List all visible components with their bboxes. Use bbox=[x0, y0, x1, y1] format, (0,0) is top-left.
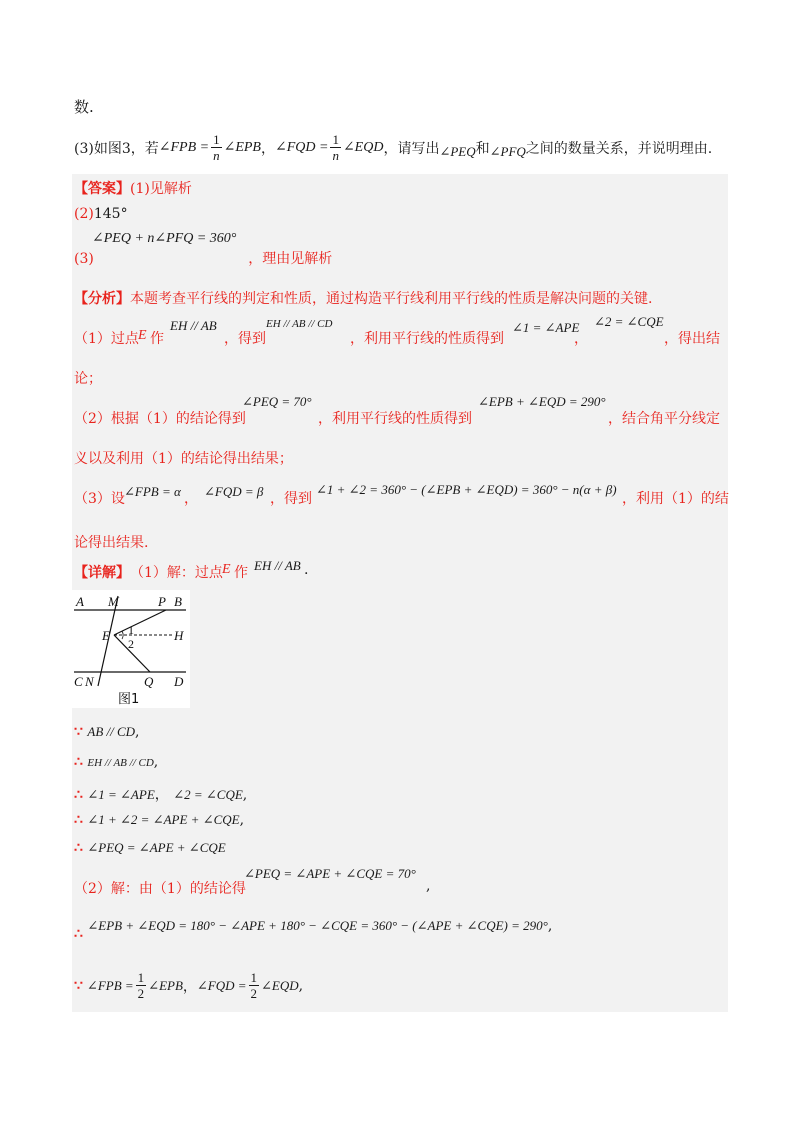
step-2-formula: EH // AB // CD bbox=[87, 757, 154, 769]
label-m: M bbox=[108, 594, 119, 609]
step-7 bbox=[74, 970, 303, 1001]
step-7b-fraction bbox=[249, 970, 260, 1001]
step-7b-num: 1 bbox=[250, 970, 258, 985]
p2-b: ，利用平行线的性质得到 bbox=[318, 411, 472, 427]
detail-intro bbox=[74, 558, 374, 584]
p1-formula-2: EH // AB // CD bbox=[266, 318, 333, 330]
p1-a: （1）过点 bbox=[74, 331, 139, 347]
q3-cond1-den: n bbox=[213, 148, 220, 163]
figure-1 bbox=[72, 590, 190, 708]
label-a: A bbox=[76, 594, 84, 609]
step-3-formula-b: ∠2 = ∠CQE bbox=[173, 787, 243, 802]
p1-formula-1: EH // AB bbox=[170, 318, 217, 333]
q3-prefix: (3)如图3，若 bbox=[74, 140, 159, 157]
q3-cond2-fraction bbox=[330, 132, 341, 163]
step-3-comma-b: , bbox=[242, 787, 248, 803]
step-1 bbox=[74, 724, 140, 740]
step-7b-den: 2 bbox=[250, 986, 258, 1001]
detail-intro-c: . bbox=[304, 562, 309, 578]
p1-c: ，得到 bbox=[224, 331, 266, 347]
detail-intro-formula: EH // AB bbox=[254, 558, 301, 573]
answer-2-value: 145° bbox=[93, 206, 128, 222]
label-angle-2: 2 bbox=[128, 637, 134, 651]
therefore-symbol-1: ∴ bbox=[74, 754, 83, 770]
step-6-comma: , bbox=[547, 918, 553, 934]
label-c: C bbox=[74, 674, 83, 689]
question-3 bbox=[74, 132, 712, 163]
p3-formula-2: ∠FQD = β bbox=[204, 484, 264, 499]
answer-tag: 【答案】 bbox=[74, 181, 130, 197]
analysis-summary bbox=[74, 288, 652, 308]
step-6-formula: ∠EPB + ∠EQD = 180° − ∠APE + 180° − ∠CQE = 360° − (∠APE + ∠CQE) = 290° bbox=[87, 918, 548, 933]
therefore-symbol-2: ∴ bbox=[74, 787, 83, 803]
analysis-tag: 【分析】 bbox=[74, 291, 130, 307]
part-2-text: （2）解：由（1）的结论得 bbox=[74, 881, 246, 897]
step-7-comma-a: ， bbox=[182, 978, 197, 995]
q3-cond1-rhs: ∠EPB bbox=[223, 140, 261, 155]
therefore-symbol-5: ∴ bbox=[74, 926, 83, 942]
answer-line-3 bbox=[74, 248, 332, 268]
step-3-formula-a: ∠1 = ∠APE bbox=[87, 787, 155, 802]
step-7-comma-b: , bbox=[298, 977, 304, 994]
step-4-formula: ∠1 + ∠2 = ∠APE + ∠CQE bbox=[87, 812, 240, 827]
q3-angle2: ∠PFQ bbox=[489, 143, 526, 159]
detail-point-e: E bbox=[222, 562, 231, 577]
part-2-comma: , bbox=[426, 878, 431, 894]
therefore-symbol-4: ∴ bbox=[74, 840, 83, 856]
q3-cond1-fraction bbox=[211, 132, 222, 163]
step-7a-rhs: ∠EPB bbox=[148, 977, 183, 993]
answer-3-label: (3) bbox=[74, 251, 94, 267]
figure-1-diagram bbox=[72, 590, 190, 708]
angle-arc bbox=[122, 631, 123, 639]
label-b: B bbox=[174, 594, 182, 609]
since-symbol-2: ∵ bbox=[74, 977, 83, 994]
q3-comma: ， bbox=[260, 140, 275, 157]
label-h: H bbox=[174, 628, 184, 643]
p2-d: 义以及利用（1）的结论得出结果； bbox=[74, 451, 293, 467]
p2-formula-1: ∠PEQ = 70° bbox=[242, 394, 312, 409]
q3-cond1-num: 1 bbox=[213, 132, 220, 147]
label-p: P bbox=[158, 594, 166, 609]
p2-c: ，结合角平分线定 bbox=[608, 411, 720, 427]
analysis-p1 bbox=[74, 314, 724, 350]
q3-cond1-lhs: ∠FPB = bbox=[158, 140, 210, 155]
step-7a-den: 2 bbox=[137, 986, 145, 1001]
p1-e: ， bbox=[574, 331, 588, 347]
answer-line-1 bbox=[74, 178, 192, 198]
detail-intro-b: 作 bbox=[234, 565, 248, 581]
step-5-formula: ∠PEQ = ∠APE + ∠CQE bbox=[87, 840, 226, 855]
p3-formula-3: ∠1 + ∠2 = 360° − (∠EPB + ∠EQD) = 360° − n(α + β) bbox=[316, 482, 617, 497]
q3-cond2-lhs: ∠FQD = bbox=[274, 140, 329, 155]
since-symbol: ∵ bbox=[74, 724, 83, 740]
step-4-comma: , bbox=[239, 812, 245, 828]
step-5 bbox=[74, 840, 226, 856]
label-q: Q bbox=[144, 674, 154, 689]
step-1-formula: AB // CD bbox=[87, 724, 136, 739]
detail-intro-a: （1）解：过点 bbox=[130, 565, 223, 581]
p3-c: ，得到 bbox=[270, 491, 312, 507]
p1-b: 作 bbox=[150, 331, 164, 347]
step-7a-num: 1 bbox=[137, 970, 145, 985]
p3-d: ，利用（1）的结 bbox=[622, 491, 729, 507]
q3-angle1: ∠PEQ bbox=[439, 143, 476, 159]
q3-tail: 之间的数量关系，并说明理由. bbox=[525, 140, 713, 157]
analysis-p3 bbox=[74, 482, 729, 510]
p3-e: 论得出结果. bbox=[74, 535, 149, 551]
therefore-symbol-3: ∴ bbox=[74, 812, 83, 828]
step-7a-fraction bbox=[136, 970, 147, 1001]
step-7a-lhs: ∠FPB = bbox=[86, 977, 134, 993]
analysis-p2 bbox=[74, 394, 724, 428]
detail-tag: 【详解】 bbox=[74, 565, 130, 581]
q3-ask: ，请写出 bbox=[383, 140, 440, 157]
p2-formula-2: ∠EPB + ∠EQD = 290° bbox=[478, 394, 606, 409]
label-angle-1: 1 bbox=[128, 623, 134, 637]
step-3 bbox=[74, 784, 247, 804]
label-e: E bbox=[102, 628, 110, 643]
q3-and: 和 bbox=[475, 140, 490, 157]
p3-b: ， bbox=[184, 491, 198, 507]
answer-line-2 bbox=[74, 206, 128, 222]
step-7b-lhs: ∠FQD = bbox=[196, 977, 247, 993]
p1-formula-4: ∠2 = ∠CQE bbox=[594, 314, 664, 329]
p3-a: （3）设 bbox=[74, 491, 125, 507]
q3-cond2-num: 1 bbox=[332, 132, 339, 147]
label-d: D bbox=[174, 674, 184, 689]
p1-formula-3: ∠1 = ∠APE bbox=[512, 320, 580, 335]
q3-cond2-den: n bbox=[332, 148, 339, 163]
p1-point-e: E bbox=[138, 328, 147, 343]
step-4 bbox=[74, 812, 244, 828]
q3-cond2-rhs: ∠EQD bbox=[342, 140, 384, 155]
part-2-formula: ∠PEQ = ∠APE + ∠CQE = 70° bbox=[244, 866, 416, 881]
intro-tail: 数. bbox=[74, 98, 94, 116]
step-1-comma: , bbox=[135, 724, 140, 740]
answer-3-tail: ，理由见解析 bbox=[248, 251, 333, 267]
step-6 bbox=[74, 918, 553, 942]
figure-caption: 图1 bbox=[118, 692, 140, 707]
p2-a: （2）根据（1）的结论得到 bbox=[74, 411, 246, 427]
answer-1: (1)见解析 bbox=[130, 181, 192, 197]
answer-2-label: (2) bbox=[74, 206, 94, 222]
step-2 bbox=[74, 754, 158, 770]
answer-3-formula bbox=[92, 230, 236, 247]
p1-g: 论； bbox=[74, 371, 102, 387]
part-2-intro bbox=[74, 866, 724, 896]
label-n: N bbox=[85, 674, 94, 689]
step-2-comma: , bbox=[153, 754, 159, 770]
answer-3-formula-text: ∠PEQ + n∠PFQ = 360° bbox=[92, 231, 237, 246]
step-7b-rhs: ∠EQD bbox=[261, 977, 299, 993]
p3-formula-1: ∠FPB = α bbox=[124, 484, 181, 499]
p1-f: ，得出结 bbox=[664, 331, 720, 347]
analysis-summary-text: 本题考查平行线的判定和性质，通过构造平行线利用平行线的性质是解决问题的关键. bbox=[130, 291, 653, 307]
p1-d: ，利用平行线的性质得到 bbox=[350, 331, 504, 347]
step-3-comma-a: ， bbox=[154, 787, 169, 803]
